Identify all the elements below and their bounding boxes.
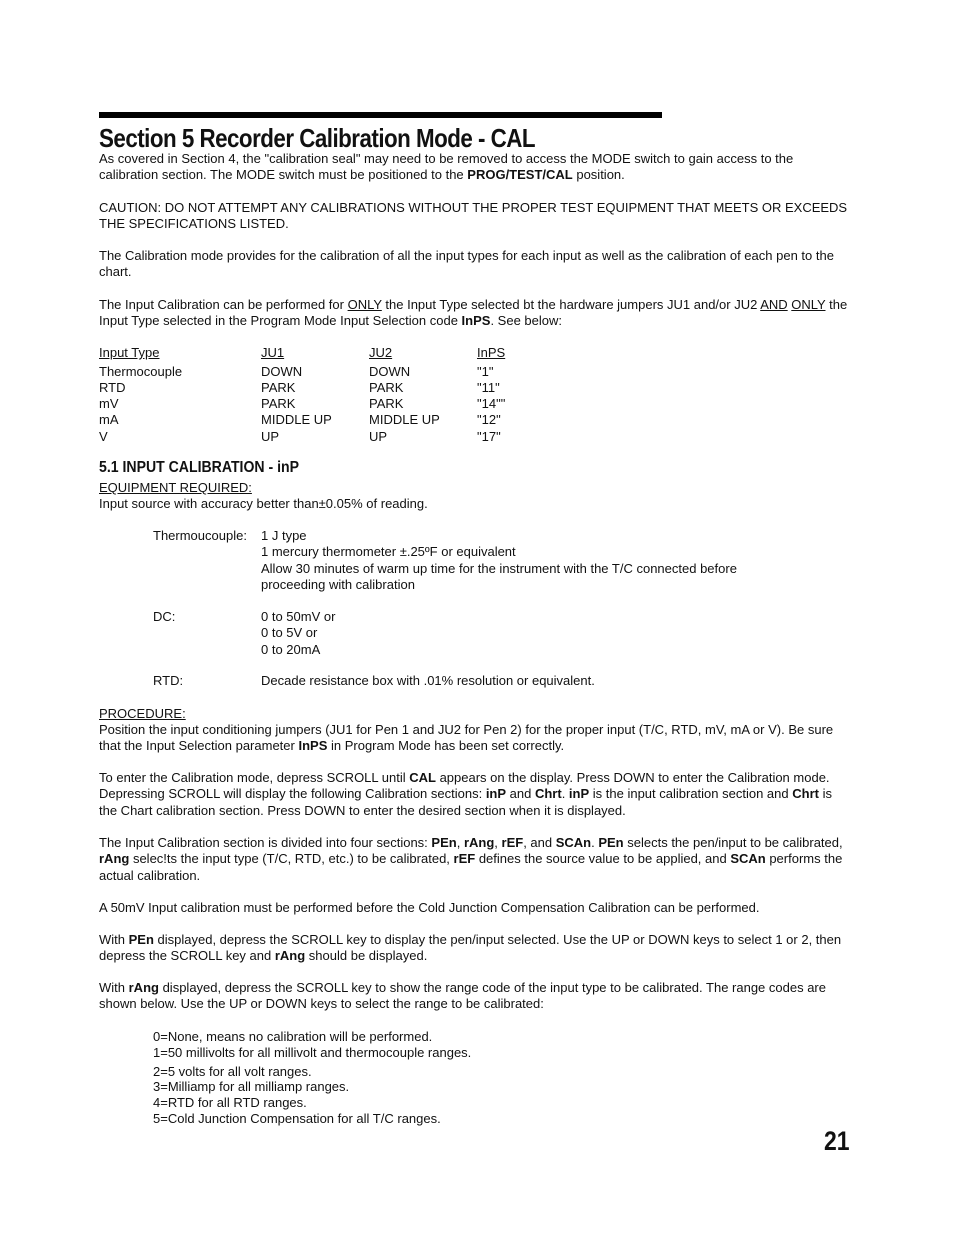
procedure-step-range bbox=[99, 980, 849, 1013]
code-pen: PEn bbox=[598, 835, 624, 850]
table-cell: "14"" bbox=[477, 396, 506, 412]
list-item: 4=RTD for all RTD ranges. bbox=[153, 1094, 307, 1110]
code-scan: SCAn bbox=[555, 835, 592, 850]
equipment-heading: EQUIPMENT REQUIRED: bbox=[99, 480, 252, 495]
table-cell: DOWN bbox=[369, 363, 411, 379]
text: . See below: bbox=[490, 313, 562, 329]
table-cell: "12" bbox=[477, 412, 501, 428]
requirement-line: 1 J type bbox=[261, 528, 307, 543]
intro-text: As covered in Section 4, the "calibration seal" may need to be removed to access the MODE switch to gain access to the calibration section. The MODE switch must be positioned to the bbox=[99, 151, 794, 183]
table-cell: PARK bbox=[369, 396, 404, 412]
requirement-line: 0 to 20mA bbox=[261, 641, 321, 657]
table-cell: V bbox=[99, 428, 108, 444]
dc-requirements bbox=[261, 609, 781, 658]
rtd-label: RTD: bbox=[153, 673, 184, 688]
list-item: 2=5 volts for all volt ranges. bbox=[153, 1064, 312, 1079]
table-cell: UP bbox=[369, 428, 388, 444]
requirement-line: 1 mercury thermometer ±.25ºF or equivalent bbox=[261, 544, 516, 560]
table-cell: PARK bbox=[369, 379, 404, 395]
code-cal: CAL bbox=[409, 770, 436, 785]
list-item: 5=Cold Junction Compensation for all T/C ranges. bbox=[153, 1111, 441, 1127]
table-cell: PARK bbox=[261, 396, 296, 412]
text: displayed, depress the SCROLL key to show the range code of the input type to be calibrated. The range codes are shown below. Use the UP or DOWN keys to select the range to be calibrated: bbox=[99, 980, 826, 1012]
text: . bbox=[591, 835, 599, 850]
text: The Input Calibration section is divided into four sections: bbox=[99, 835, 432, 850]
text: the Input Type selected bt the hardware jumpers JU1 and/or JU2 bbox=[381, 297, 761, 312]
procedure-heading: PROCEDURE: bbox=[99, 706, 186, 721]
table-cell: MIDDLE UP bbox=[261, 412, 332, 428]
header-ju2: JU2 bbox=[369, 345, 393, 360]
text: appears on the display. Press DOWN to enter the Calibration mode. Depressing SCROLL will display the following Calibration sections: bbox=[99, 770, 830, 802]
table-cell: MIDDLE UP bbox=[369, 412, 440, 428]
procedure-step-jumpers bbox=[99, 722, 849, 755]
text: To enter the Calibration mode, depress SCROLL until bbox=[99, 770, 410, 785]
range-code-list-continued bbox=[153, 1064, 903, 1128]
code-rang: rAng bbox=[274, 948, 306, 964]
requirement-line: proceeding with calibration bbox=[261, 576, 415, 592]
subsection-title: 5.1 INPUT CALIBRATION - inP bbox=[99, 459, 299, 476]
code-inp: inP bbox=[568, 786, 590, 802]
header-ju1: JU1 bbox=[261, 345, 285, 360]
header-inps: InPS bbox=[477, 345, 506, 360]
emphasis-only: ONLY bbox=[347, 297, 382, 312]
intro-text-end: position. bbox=[572, 167, 625, 183]
table-cell: "17" bbox=[477, 428, 501, 444]
text: should be displayed. bbox=[305, 948, 428, 964]
list-item: 0=None, means no calibration will be performed. bbox=[153, 1029, 433, 1044]
procedure-step-enter-cal bbox=[99, 770, 849, 819]
requirement-line: 0 to 50mV or bbox=[261, 609, 336, 624]
text: performs the actual calibration. bbox=[99, 851, 843, 883]
code-chrt: Chrt bbox=[792, 786, 819, 802]
text: defines the source value to be applied, and bbox=[475, 851, 731, 867]
procedure-step-sections bbox=[99, 835, 849, 884]
table-cell: mV bbox=[99, 396, 119, 412]
table-cell: PARK bbox=[261, 379, 296, 395]
requirement-line: 0 to 5V or bbox=[261, 625, 318, 641]
code-ref: rEF bbox=[501, 835, 524, 850]
text: displayed, depress the SCROLL key to display the pen/input selected. Use the UP or DOWN keys to select 1 or 2, then depress the SCROLL key and bbox=[99, 932, 842, 964]
calibration-mode-paragraph: The Calibration mode provides for the calibration of all the input types for each input as well as the calibration of each pen to the chart. bbox=[99, 248, 834, 280]
mode-position: PROG/TEST/CAL bbox=[467, 167, 573, 183]
text: Position the input conditioning jumpers (JU1 for Pen 1 and JU2 for Pen 2) for the proper input (T/C, RTD, mV, mA or V). Be sure that the Input Selection parameter bbox=[99, 722, 834, 754]
text: With bbox=[99, 932, 129, 947]
code-inps: InPS bbox=[298, 738, 328, 754]
text: The Input Calibration can be performed for bbox=[99, 297, 348, 312]
list-item: 1=50 millivolts for all millivolt and thermocouple ranges. bbox=[153, 1045, 472, 1061]
table-cell: DOWN bbox=[261, 363, 303, 379]
emphasis-only: ONLY bbox=[791, 297, 826, 312]
code-rang: rAng bbox=[128, 980, 159, 995]
code-chrt: Chrt bbox=[534, 786, 562, 802]
dc-label: DC: bbox=[153, 609, 176, 624]
text: selects the pen/input to be calibrated, bbox=[623, 835, 843, 850]
code-rang: rAng bbox=[99, 851, 130, 867]
text: is the input calibration section and bbox=[589, 786, 793, 802]
table-cell: Thermocouple bbox=[99, 363, 183, 379]
table-cell: "1" bbox=[477, 363, 494, 379]
thermocouple-requirements bbox=[261, 528, 781, 593]
rtd-requirements bbox=[261, 673, 781, 689]
section-rule bbox=[99, 112, 662, 118]
code-inp: inP bbox=[485, 786, 507, 802]
table-cell: mA bbox=[99, 412, 119, 428]
list-item: 3=Milliamp for all milliamp ranges. bbox=[153, 1078, 350, 1094]
text: is the Chart calibration section. Press DOWN to enter the desired section when it is displayed. bbox=[99, 786, 832, 818]
code-inps: InPS bbox=[461, 313, 491, 329]
emphasis-and: AND bbox=[760, 297, 788, 312]
table-cell: RTD bbox=[99, 379, 126, 395]
text: . bbox=[561, 786, 569, 802]
procedure-step-50mv: A 50mV Input calibration must be performed before the Cold Junction Compensation Calibration can be performed. bbox=[99, 900, 760, 915]
text: in Program Mode has been set correctly. bbox=[327, 738, 565, 754]
table-cell: "11" bbox=[477, 379, 500, 395]
requirement-line: Decade resistance box with .01% resolution or equivalent. bbox=[261, 673, 595, 688]
page-number: 21 bbox=[824, 1126, 850, 1156]
code-pen: PEn bbox=[128, 932, 154, 947]
code-ref: rEF bbox=[453, 851, 476, 867]
caution-paragraph: CAUTION: DO NOT ATTEMPT ANY CALIBRATIONS WITHOUT THE PROPER TEST EQUIPMENT THAT MEETS OR EXCEEDS THE SPECIFICATIONS LISTED. bbox=[99, 200, 848, 232]
code-rang: rAng bbox=[463, 835, 495, 850]
intro-paragraph bbox=[99, 151, 849, 184]
text: , bbox=[456, 835, 464, 850]
text: and bbox=[506, 786, 535, 802]
text: With bbox=[99, 980, 129, 995]
section-title: Section 5 Recorder Calibration Mode - CAL bbox=[99, 123, 536, 153]
code-pen: PEn bbox=[431, 835, 457, 850]
text: selec!ts the input type (T/C, RTD, etc.) to be calibrated, bbox=[129, 851, 454, 867]
text: the Input Type selected in the Program Mode Input Selection code bbox=[99, 297, 848, 329]
header-input-type: Input Type bbox=[99, 345, 160, 360]
thermocouple-label: Thermoucouple: bbox=[153, 528, 247, 543]
text: , bbox=[494, 835, 502, 850]
equipment-accuracy: Input source with accuracy better than±0.05% of reading. bbox=[99, 496, 428, 511]
procedure-step-pen bbox=[99, 932, 849, 965]
requirement-line: Allow 30 minutes of warm up time for the instrument with the T/C connected before bbox=[261, 560, 737, 576]
input-calibration-paragraph bbox=[99, 297, 849, 330]
code-scan: SCAn bbox=[730, 851, 766, 867]
table-cell: UP bbox=[261, 428, 280, 444]
range-code-list bbox=[153, 1029, 903, 1062]
text: , and bbox=[523, 835, 556, 850]
